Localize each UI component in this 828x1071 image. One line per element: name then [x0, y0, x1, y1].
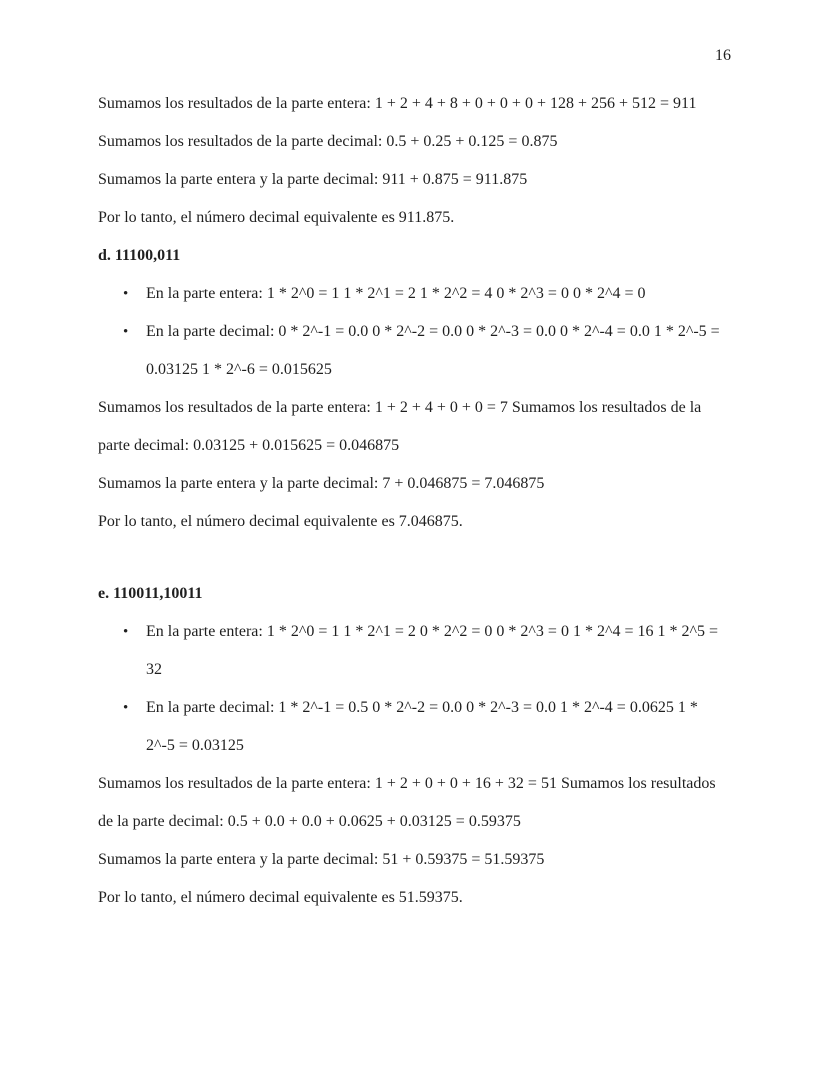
bullet-item-d-entera	[98, 275, 732, 313]
heading-text: d. 11100,011	[98, 247, 181, 264]
page-number: 16	[715, 47, 731, 64]
heading-item-e	[98, 575, 732, 613]
text-line: Sumamos los resultados de la parte entera: 1 + 2 + 4 + 0 + 0 = 7 Sumamos los resultados de la	[98, 399, 702, 416]
bullet-icon: •	[123, 700, 129, 716]
paragraph-sum-entera-d	[98, 389, 732, 465]
paragraph-conclusion-c	[98, 199, 732, 237]
heading-item-d	[98, 237, 732, 275]
paragraph-conclusion-e	[98, 879, 732, 917]
bullet-text: En la parte decimal: 0 * 2^-1 = 0.0 0 * 2^-2 = 0.0 0 * 2^-3 = 0.0 0 * 2^-4 = 0.0 1 * 2^-5 =	[146, 323, 720, 340]
bullet-item-e-decimal	[98, 689, 732, 765]
text-line	[98, 275, 732, 313]
blank-space	[98, 541, 732, 575]
text-line	[98, 613, 732, 651]
bullet-icon: •	[123, 324, 129, 340]
text-line: parte decimal: 0.03125 + 0.015625 = 0.046875	[98, 437, 400, 454]
text-line: Sumamos los resultados de la parte entera: 1 + 2 + 0 + 0 + 16 + 32 = 51 Sumamos los resultados	[98, 775, 716, 792]
text-line: 0.03125 1 * 2^-6 = 0.015625	[146, 361, 332, 378]
paragraph-sum-total-c	[98, 161, 732, 199]
text-line: Sumamos la parte entera y la parte decimal: 911 + 0.875 = 911.875	[98, 171, 528, 188]
paragraph-sum-entera-c	[98, 85, 732, 123]
text-line: Sumamos la parte entera y la parte decimal: 7 + 0.046875 = 7.046875	[98, 475, 545, 492]
heading-text: e. 110011,10011	[98, 585, 203, 602]
bullet-item-d-decimal	[98, 313, 732, 389]
paragraph-conclusion-d	[98, 503, 732, 541]
text-line: Por lo tanto, el número decimal equivalente es 7.046875.	[98, 513, 463, 530]
paragraph-sum-total-d	[98, 465, 732, 503]
text-line: Sumamos los resultados de la parte entera: 1 + 2 + 4 + 8 + 0 + 0 + 0 + 128 + 256 + 512 = 911	[98, 95, 697, 112]
text-line: de la parte decimal: 0.5 + 0.0 + 0.0 + 0.0625 + 0.03125 = 0.59375	[98, 813, 521, 830]
bullet-icon: •	[123, 624, 129, 640]
bullet-item-e-entera	[98, 613, 732, 689]
document-content	[98, 85, 732, 917]
text-line: Por lo tanto, el número decimal equivalente es 911.875.	[98, 209, 455, 226]
text-line: 2^-5 = 0.03125	[146, 737, 244, 754]
bullet-text: En la parte entera: 1 * 2^0 = 1 1 * 2^1 = 2 0 * 2^2 = 0 0 * 2^3 = 0 1 * 2^4 = 16 1 * 2^5 =	[146, 623, 719, 640]
text-line: 32	[146, 661, 162, 678]
text-line: Sumamos la parte entera y la parte decimal: 51 + 0.59375 = 51.59375	[98, 851, 545, 868]
bullet-text: En la parte entera: 1 * 2^0 = 1 1 * 2^1 = 2 1 * 2^2 = 4 0 * 2^3 = 0 0 * 2^4 = 0	[146, 285, 646, 302]
text-line	[98, 313, 732, 351]
text-line	[98, 689, 732, 727]
text-line: Sumamos los resultados de la parte decimal: 0.5 + 0.25 + 0.125 = 0.875	[98, 133, 558, 150]
paragraph-sum-total-e	[98, 841, 732, 879]
bullet-text: En la parte decimal: 1 * 2^-1 = 0.5 0 * 2^-2 = 0.0 0 * 2^-3 = 0.0 1 * 2^-4 = 0.0625 1 *	[146, 699, 698, 716]
paragraph-sum-entera-e	[98, 765, 732, 841]
paragraph-sum-decimal-c	[98, 123, 732, 161]
text-line: Por lo tanto, el número decimal equivalente es 51.59375.	[98, 889, 463, 906]
bullet-icon: •	[123, 286, 129, 302]
